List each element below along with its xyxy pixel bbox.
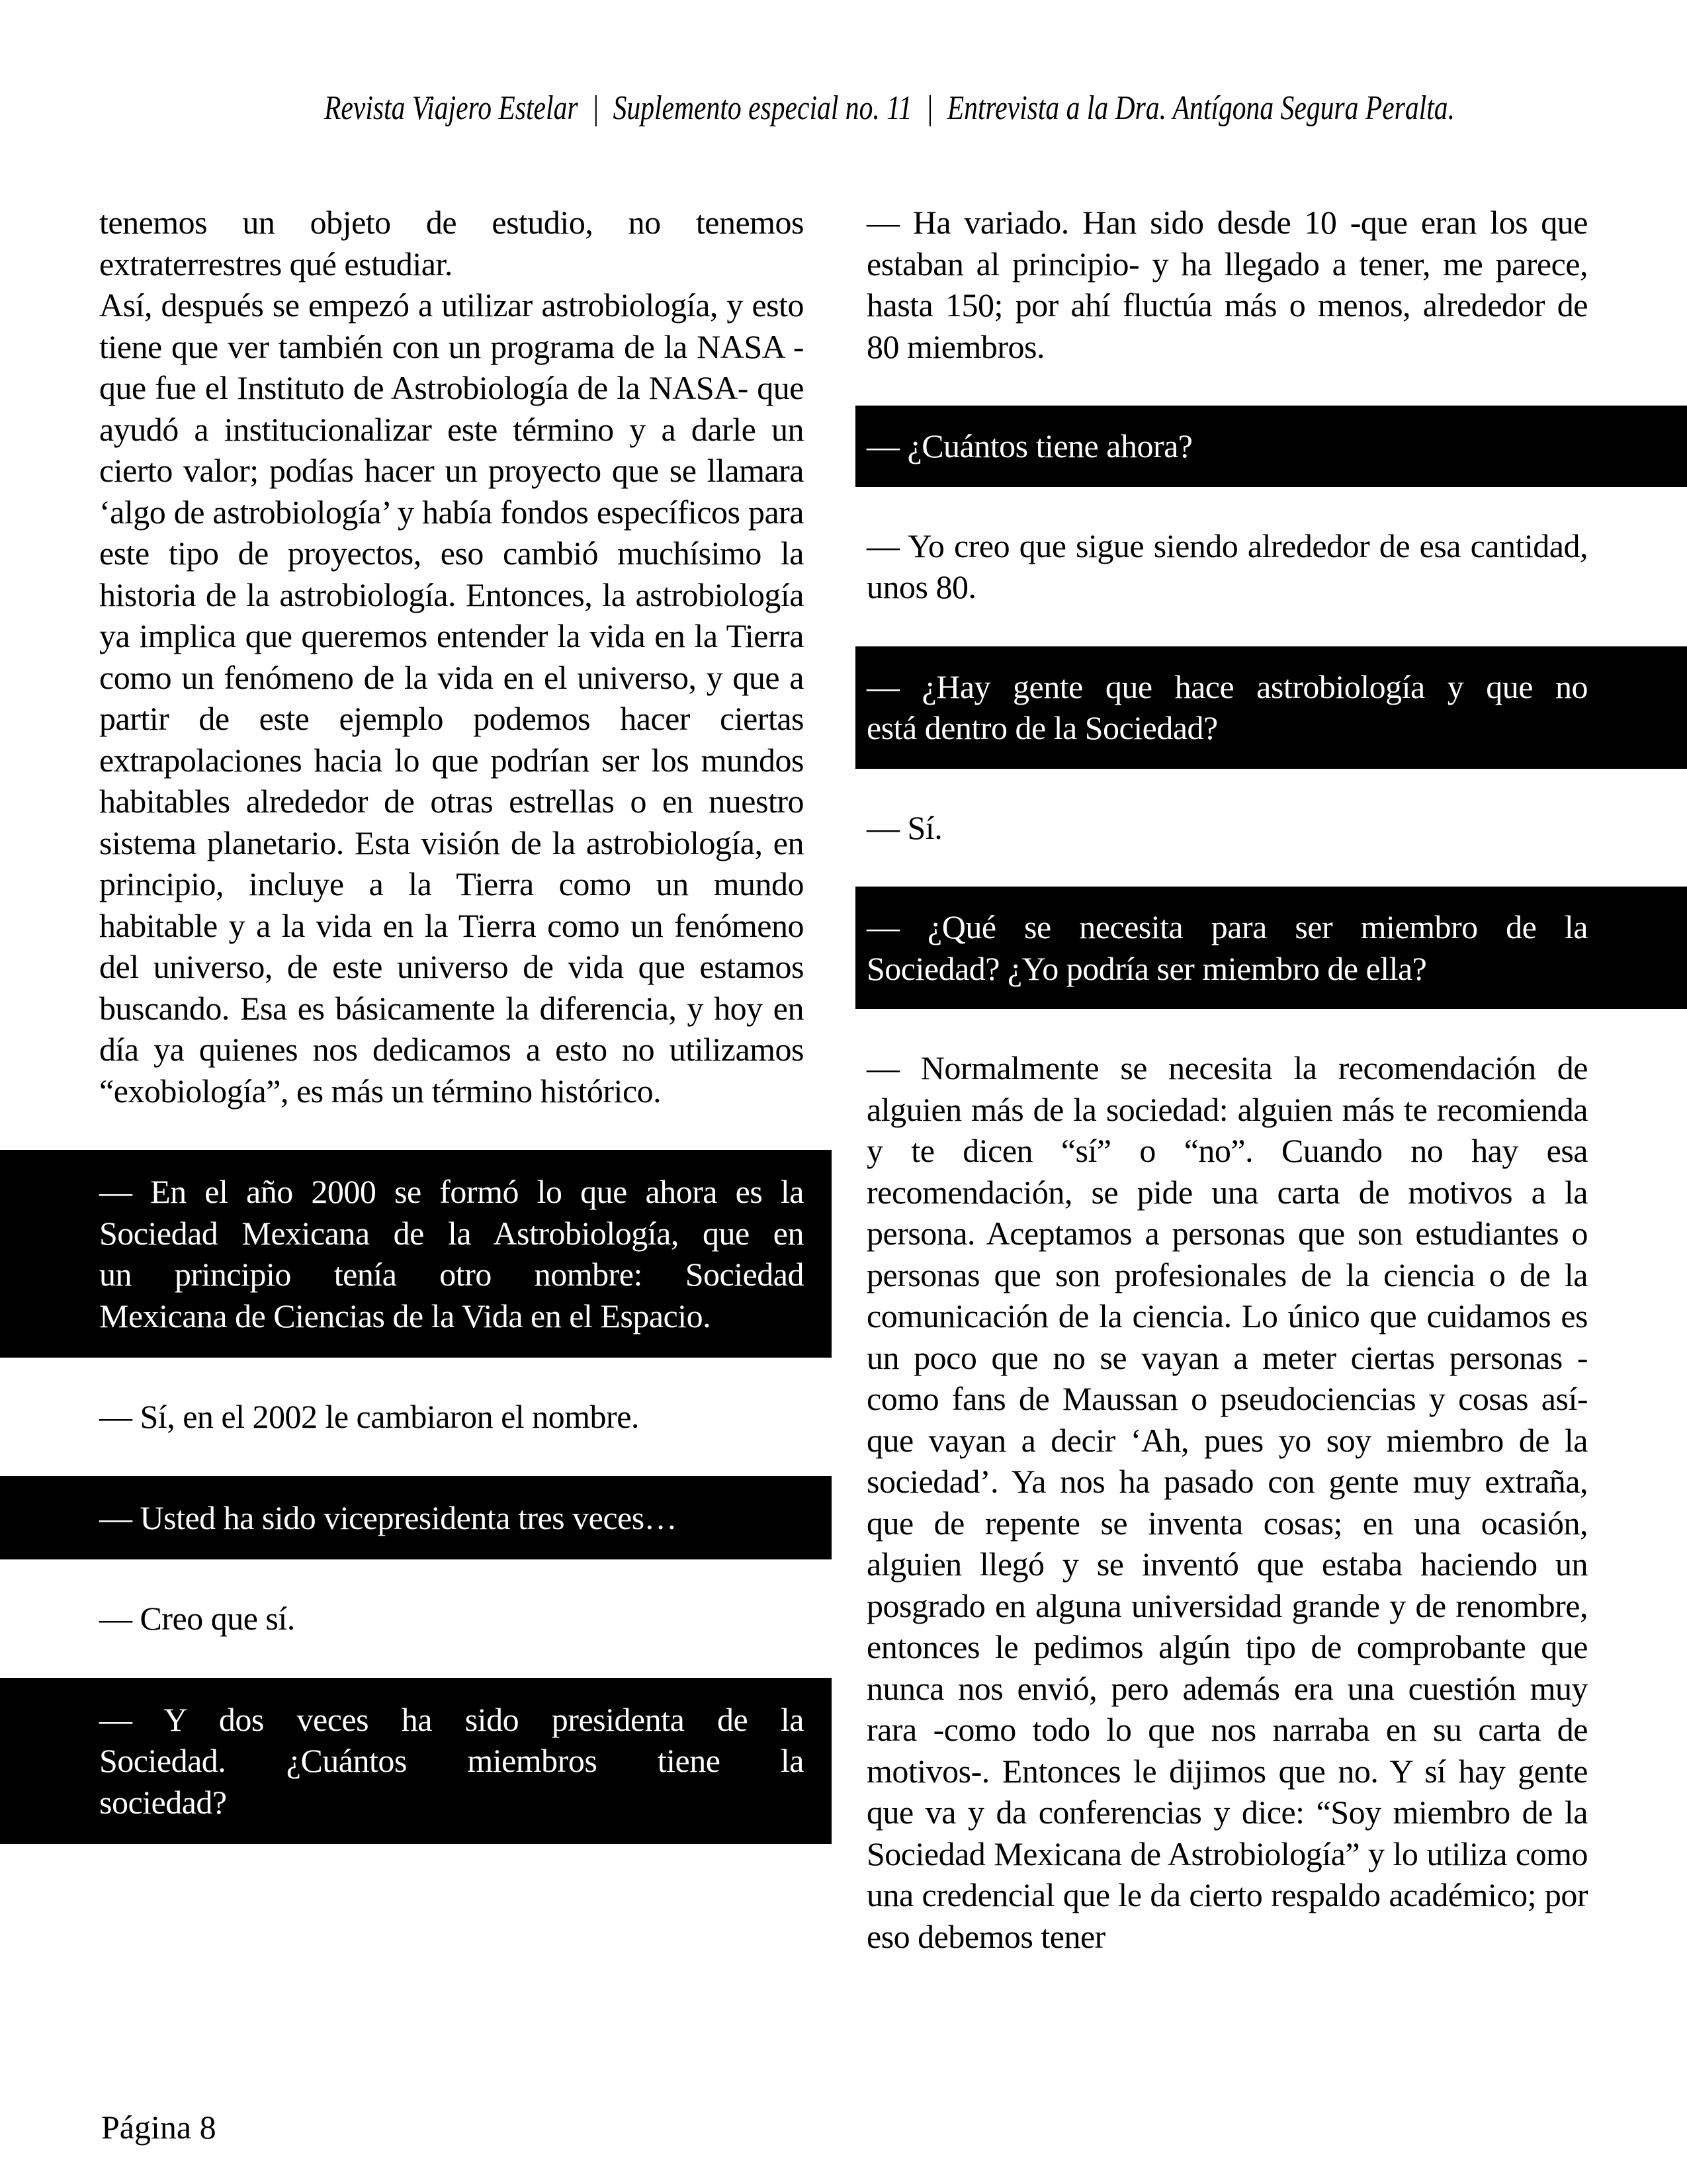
interview-answer-paragraph: — Ha variado. Han sido desde 10 -que eran los que estaban al principio- y ha llegado a tener, me parece, hasta 150; por ahí fluctúa más o menos, alrededor de 80 miembros. [867, 204, 1588, 365]
interview-question-highlight [855, 646, 1687, 769]
interview-question-line: Sociedad Mexicana de la Astrobiología, que en [99, 1214, 804, 1252]
interview-question-line: — ¿Cuántos tiene ahora? [867, 427, 1193, 464]
interview-question-line: Sociedad. ¿Cuántos miembros tiene la [99, 1742, 804, 1779]
interview-question-highlight [0, 1678, 832, 1845]
interview-answer-paragraph: — Creo que sí. [99, 1600, 295, 1637]
column-right [867, 202, 1588, 1957]
interview-answer-paragraph: — Normalmente se necesita la recomendación de alguien más de la sociedad: alguien más te recomienda y te dicen “sí” o “no”. Cuando no hay esa recomendación, se pide una carta de motivos a la persona. Aceptamos a personas que son estudiantes o personas que son profesionales de la ciencia o de la comunicación de la ciencia. Lo único que cuidamos es un poco que no se vayan a meter ciertas personas -como fans de Maussan o pseudociencias y cosas así- que vayan a decir ‘Ah, pues yo soy miembro de la sociedad’. Ya nos ha pasado con gente muy extraña, que de repente se inventa cosas; en una ocasión, alguien llegó y se inventó que estaba haciendo un posgrado en alguna universidad grande y de renombre, entonces le pedimos algún tipo de comprobante que nunca nos envió, pero además era una cuestión muy rara -como todo lo que nos narraba en su carta de motivos-. Entonces le dijimos que no. Y sí hay gente que va y da conferencias y dice: “Soy miembro de la Sociedad Mexicana de Astrobiología” y lo utiliza como una credencial que le da cierto respaldo académico; por eso debemos tener [867, 1049, 1588, 1955]
page-header: Revista Viajero Estelar | Suplemento especial no. 11 | Entrevista a la Dra. Antígona Segura Peralta. [324, 89, 1455, 127]
interview-question-line: un principio tenía otro nombre: Sociedad [99, 1256, 804, 1293]
interview-question-highlight [0, 1476, 832, 1560]
interview-question-line: — En el año 2000 se formó lo que ahora es la [99, 1173, 804, 1210]
interview-question-highlight [0, 1150, 832, 1358]
interview-question-line: está dentro de la Sociedad? [867, 709, 1218, 746]
interview-question-highlight [855, 406, 1687, 487]
interview-question-line: Mexicana de Ciencias de la Vida en el Espacio. [99, 1297, 711, 1334]
interview-answer-paragraph: — Yo creo que sigue siendo alrededor de esa cantidad, unos 80. [867, 527, 1588, 605]
interview-answer-paragraph: tenemos un objeto de estudio, no tenemos extraterrestres qué estudiar. [99, 204, 804, 283]
interview-question-line: — ¿Hay gente que hace astrobiología y que no [867, 668, 1588, 705]
interview-answer-paragraph: — Sí, en el 2002 le cambiaron el nombre. [99, 1398, 639, 1435]
interview-question-line: Sociedad? ¿Yo podría ser miembro de ella? [867, 949, 1427, 987]
column-left [99, 202, 804, 1882]
page-number: Página 8 [101, 2109, 216, 2146]
interview-answer-paragraph: Así, después se empezó a utilizar astrobiología, y esto tiene que ver también con un programa de la NASA -que fue el Instituto de Astrobiología de la NASA- que ayudó a institucionalizar este término y a darle un cierto valor; podías hacer un proyecto que se llamara ‘algo de astrobiología’ y había fondos específicos para este tipo de proyectos, eso cambió muchísimo la historia de la astrobiología. Entonces, la astrobiología ya implica que queremos entender la vida en la Tierra como un fenómeno de la vida en el universo, y que a partir de este ejemplo podemos hacer ciertas extrapolaciones hacia lo que podrían ser los mundos habitables alrededor de otras estrellas o en nuestro sistema planetario. Esta visión de la astrobiología, en principio, incluye a la Tierra como un mundo habitable y a la vida en la Tierra como un fenómeno del universo, de este universo de vida que estamos buscando. Esa es básicamente la diferencia, y hoy en día ya quienes nos dedicamos a esto no utilizamos “exobiología”, es más un término histórico. [99, 286, 804, 1110]
interview-question-line: — ¿Qué se necesita para ser miembro de la [867, 908, 1588, 945]
interview-question-highlight [855, 887, 1687, 1009]
interview-question-line: — Usted ha sido vicepresidenta tres veces… [99, 1499, 677, 1536]
interview-question-line: — Y dos veces ha sido presidenta de la [99, 1700, 804, 1738]
interview-question-line: sociedad? [99, 1783, 227, 1821]
interview-answer-paragraph: — Sí. [867, 808, 943, 846]
